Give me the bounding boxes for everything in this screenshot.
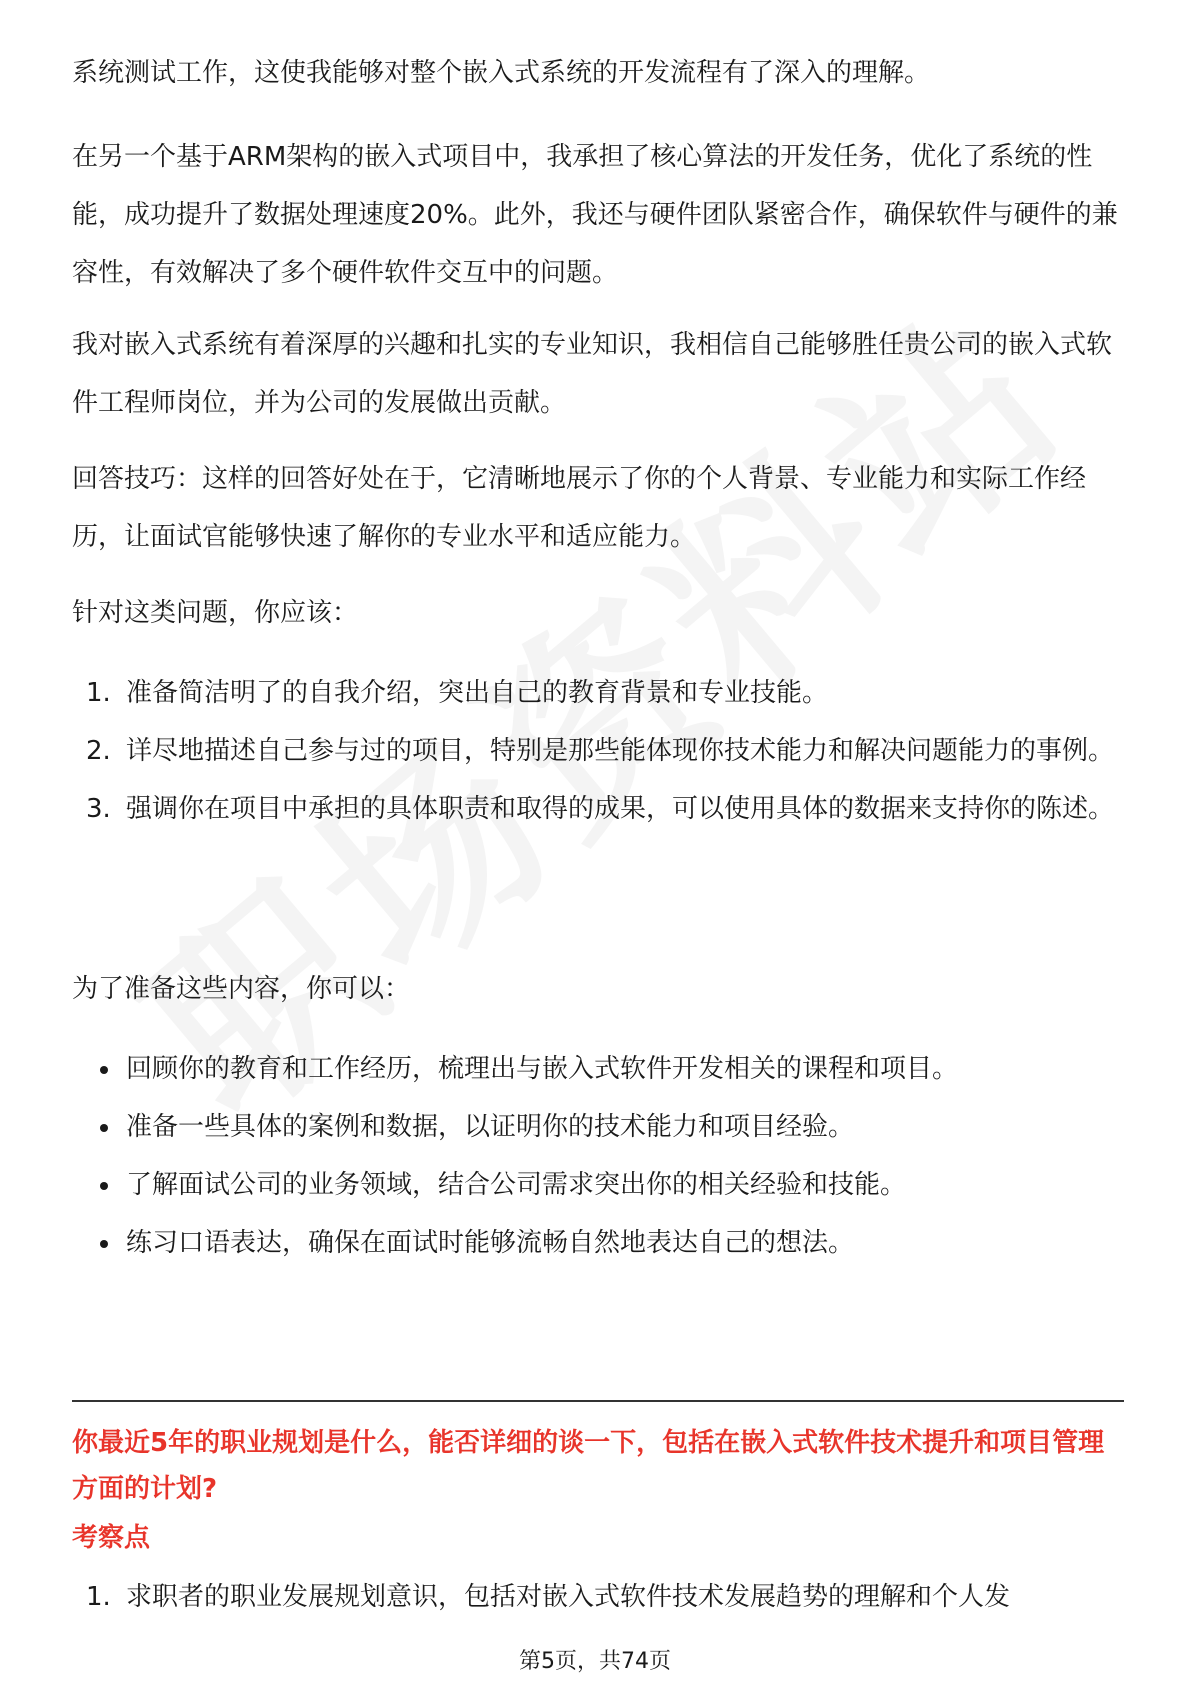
list-item-text: 强调你在项目中承担的具体职责和取得的成果，可以使用具体的数据来支持你的陈述。	[126, 794, 1115, 824]
list-item-text: 准备简洁明了的自我介绍，突出自己的教育背景和专业技能。	[126, 678, 829, 708]
list-item-text: 详尽地描述自己参与过的项目，特别是那些能体现你技术能力和解决问题能力的事例。	[126, 736, 1115, 766]
list-item	[72, 664, 1124, 722]
bullet-icon	[100, 1124, 108, 1132]
paragraph-2: 在另一个基于ARM架构的嵌入式项目中，我承担了核心算法的开发任务，优化了系统的性能，成功提升了数据处理速度20%。此外，我还与硬件团队紧密合作，确保软件与硬件的兼容性，有效解决了多个硬件软件交互中的问题。	[72, 142, 1118, 288]
section-divider	[72, 1400, 1124, 1402]
list-item	[72, 1214, 1124, 1272]
subheading-assessment-points: 考察点	[72, 1523, 151, 1553]
page-footer: 第5页，共74页	[519, 1649, 671, 1674]
list-number: 1.	[86, 678, 111, 708]
bullet-icon	[100, 1240, 108, 1248]
list-item	[72, 1568, 1124, 1626]
bullet-icon	[100, 1182, 108, 1190]
list-item-text: 准备一些具体的案例和数据，以证明你的技术能力和项目经验。	[126, 1112, 855, 1142]
list-item	[72, 1156, 1124, 1214]
numbered-list	[72, 664, 1124, 838]
list-item	[72, 722, 1124, 780]
paragraph-answer-tips: 回答技巧：这样的回答好处在于，它清晰地展示了你的个人背景、专业能力和实际工作经历，让面试官能够快速了解你的专业水平和适应能力。	[72, 464, 1087, 552]
list-item	[72, 780, 1124, 838]
numbered-list-assessment	[72, 1568, 1124, 1626]
paragraph-should: 针对这类问题，你应该：	[72, 598, 359, 628]
bullet-list	[72, 1040, 1124, 1272]
paragraph-3: 我对嵌入式系统有着深厚的兴趣和扎实的专业知识，我相信自己能够胜任贵公司的嵌入式软件工程师岗位，并为公司的发展做出贡献。	[72, 330, 1113, 418]
list-item-text: 回顾你的教育和工作经历，梳理出与嵌入式软件开发相关的课程和项目。	[126, 1054, 959, 1084]
bullet-icon	[100, 1066, 108, 1074]
list-item-text: 练习口语表达，确保在面试时能够流畅自然地表达自己的想法。	[126, 1228, 855, 1258]
list-number: 2.	[86, 736, 111, 766]
list-item-text: 求职者的职业发展规划意识，包括对嵌入式软件技术发展趋势的理解和个人发	[126, 1582, 1011, 1612]
list-number: 1.	[86, 1582, 111, 1612]
list-item	[72, 1098, 1124, 1156]
question-heading: 你最近5年的职业规划是什么，能否详细的谈一下，包括在嵌入式软件技术提升和项目管理方面的计划?	[72, 1428, 1105, 1504]
list-item-text: 了解面试公司的业务领域，结合公司需求突出你的相关经验和技能。	[126, 1170, 907, 1200]
paragraph-1: 系统测试工作，这使我能够对整个嵌入式系统的开发流程有了深入的理解。	[72, 58, 931, 88]
list-item	[72, 1040, 1124, 1098]
list-number: 3.	[86, 794, 111, 824]
paragraph-can: 为了准备这些内容，你可以：	[72, 974, 411, 1004]
